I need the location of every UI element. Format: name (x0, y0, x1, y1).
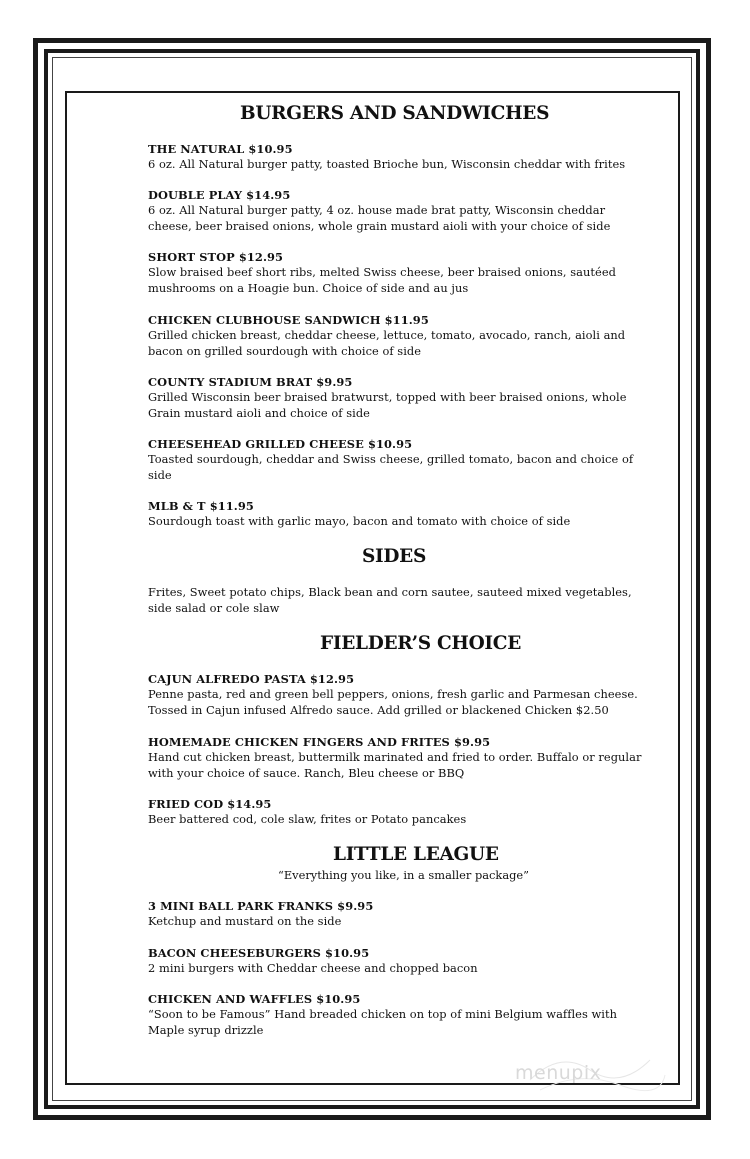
little-league-tagline: “Everything you like, in a smaller package” (278, 868, 529, 882)
menu-item-title: CHICKEN CLUBHOUSE SANDWICH $11.95 (148, 313, 429, 327)
section-heading-little-league: LITTLE LEAGUE (333, 844, 499, 865)
menu-item-title: BACON CHEESEBURGERS $10.95 (148, 946, 370, 960)
menu-item-desc: 6 oz. All Natural burger patty, toasted Brioche bun, Wisconsin cheddar with frites (148, 157, 626, 171)
menu-item-title: FRIED COD $14.95 (148, 797, 272, 811)
menu-item-desc: Sourdough toast with garlic mayo, bacon and tomato with choice of side (148, 514, 571, 528)
menu-item-title: MLB & T $11.95 (148, 499, 254, 513)
menu-item-desc: cheese, beer braised onions, whole grain mustard aioli with your choice of side (148, 219, 611, 233)
menu-item-desc: mushrooms on a Hoagie bun. Choice of side and au jus (148, 281, 469, 295)
sides-desc: side salad or cole slaw (148, 601, 280, 615)
menu-item-desc: Hand cut chicken breast, buttermilk marinated and fried to order. Buffalo or regular (148, 750, 642, 764)
menu-item-desc: Grilled chicken breast, cheddar cheese, lettuce, tomato, avocado, ranch, aioli and (148, 328, 626, 342)
menu-item-desc: Toasted sourdough, cheddar and Swiss cheese, grilled tomato, bacon and choice of (148, 452, 634, 466)
menu-item-desc: 2 mini burgers with Cheddar cheese and chopped bacon (148, 961, 478, 975)
section-heading-fielders-choice: FIELDER’S CHOICE (320, 633, 521, 654)
menu-item-title: SHORT STOP $12.95 (148, 250, 284, 264)
sides-desc: Frites, Sweet potato chips, Black bean and corn sautee, sauteed mixed vegetables, (148, 585, 632, 599)
menu-item-title: CAJUN ALFREDO PASTA $12.95 (148, 672, 355, 686)
menu-item-desc: Tossed in Cajun infused Alfredo sauce. Add grilled or blackened Chicken $2.50 (148, 703, 609, 717)
section-heading-burgers: BURGERS AND SANDWICHES (240, 103, 550, 124)
menu-item-title: COUNTY STADIUM BRAT $9.95 (148, 375, 353, 389)
menu-item-desc: “Soon to be Famous” Hand breaded chicken on top of mini Belgium waffles with (148, 1007, 618, 1021)
menu-item-title: CHEESEHEAD GRILLED CHEESE $10.95 (148, 437, 413, 451)
menu-item-desc: Grain mustard aioli and choice of side (148, 406, 370, 420)
menu-item-desc: Slow braised beef short ribs, melted Swiss cheese, beer braised onions, sautéed (148, 265, 616, 279)
menu-item-desc: Maple syrup drizzle (148, 1023, 264, 1037)
menu-item-desc: side (148, 468, 172, 482)
menu-item-desc: with your choice of sauce. Ranch, Bleu cheese or BBQ (148, 766, 465, 780)
menu-item-desc: 6 oz. All Natural burger patty, 4 oz. house made brat patty, Wisconsin cheddar (148, 203, 606, 217)
menu-item-title: HOMEMADE CHICKEN FINGERS AND FRITES $9.95 (148, 735, 491, 749)
menu-item-desc: bacon on grilled sourdough with choice of side (148, 344, 422, 358)
section-heading-sides: SIDES (362, 546, 427, 567)
menu-item-title: THE NATURAL $10.95 (148, 142, 293, 156)
menu-item-title: CHICKEN AND WAFFLES $10.95 (148, 992, 361, 1006)
menu-item-desc: Penne pasta, red and green bell peppers, onions, fresh garlic and Parmesan cheese. (148, 687, 638, 701)
watermark-text: menupix (515, 1062, 602, 1084)
menu-item-title: 3 MINI BALL PARK FRANKS $9.95 (148, 899, 374, 913)
menu-item-desc: Beer battered cod, cole slaw, frites or Potato pancakes (148, 812, 467, 826)
menu-item-desc: Ketchup and mustard on the side (148, 914, 342, 928)
menu-item-desc: Grilled Wisconsin beer braised bratwurst, topped with beer braised onions, whole (148, 390, 627, 404)
menu-item-title: DOUBLE PLAY $14.95 (148, 188, 291, 202)
